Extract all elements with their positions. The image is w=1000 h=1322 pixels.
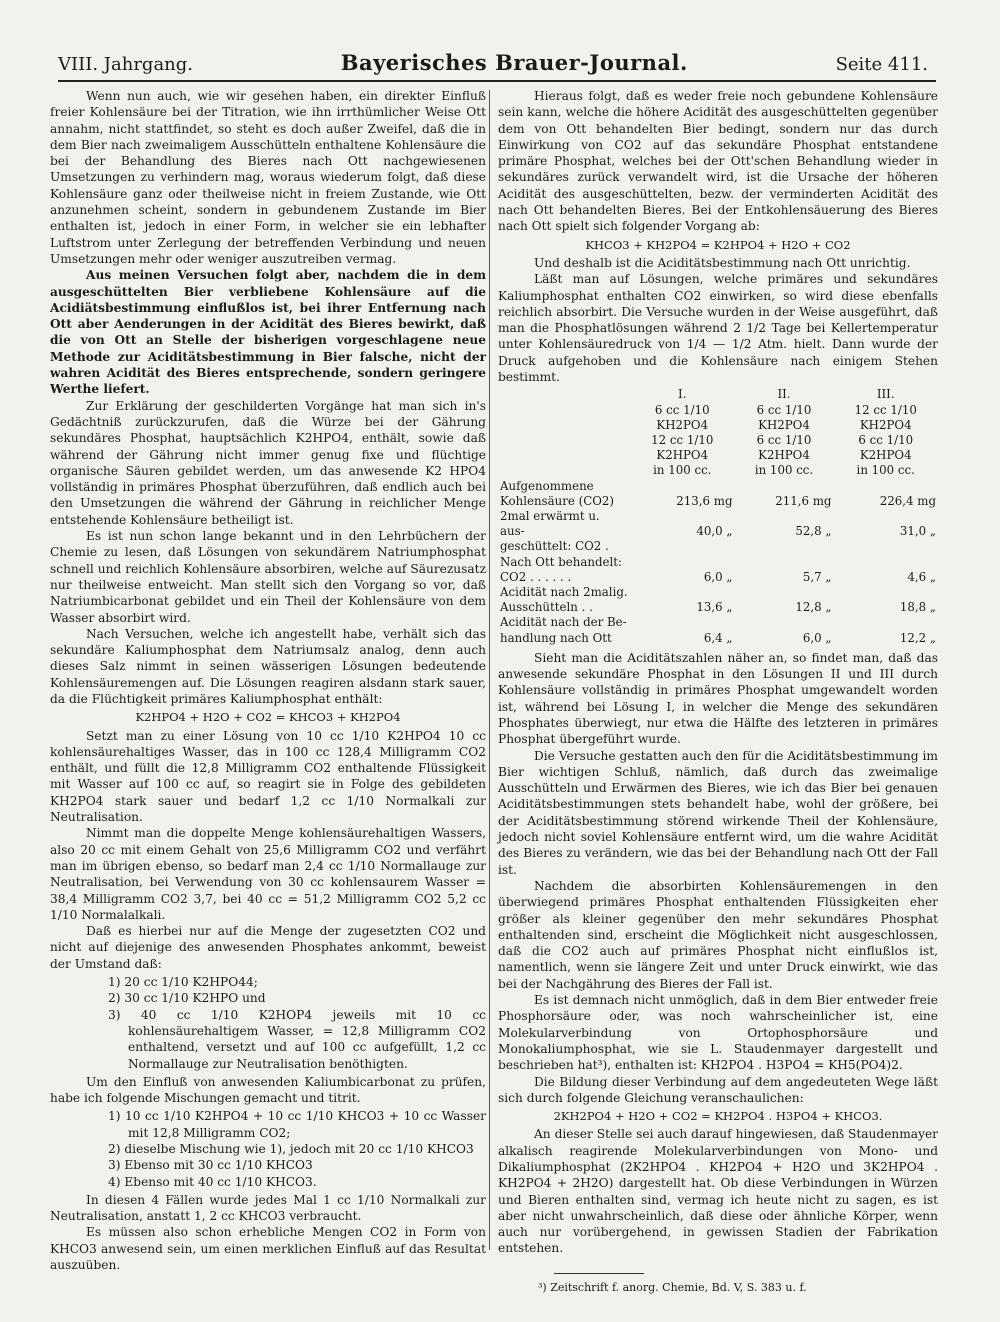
- table-cell: 12,2 „: [899, 630, 936, 645]
- paragraph: Um den Einfluß von anwesenden Kaliumbicarbonat zu prüfen, habe ich folgende Mischungen gemacht und titrit.: [50, 1074, 486, 1106]
- row-label: 2mal erwärmt u. aus- geschüttelt: CO2 .: [500, 508, 609, 554]
- table-cell: in 100 cc.: [653, 463, 712, 478]
- paragraph: Nachdem die absorbirten Kohlensäuremengen in den überwiegend primäres Phosphat enthaltenden Flüssigkeiten eher größer als kleiner gegenüber den mehr sekundäres Phosphat enthaltenden sind, erscheint die Möglichkeit nicht ausgeschlossen, daß die CO2 auch auf primäres Phosphat nicht einflußlos ist, namentlich, wenn sie längere Zeit und unter Druck einwirkt, wie das bei der Nachgährung des Bieres der Fall ist.: [498, 878, 938, 991]
- table-header: III.: [876, 387, 895, 402]
- paragraph: Es ist nun schon lange bekannt und in den Lehrbüchern der Chemie zu lesen, daß Lösungen von sekundärem Natriumphosphat schnell und reichlich Kohlensäure absorbiren, welche auf Säurezusatz nur theilweise entweicht. Man stellt sich den Vorgang so vor, daß Natriumbicarbonat gebildet und ein Theil der Kohlensäure von dem Wasser absorbirt wird.: [50, 529, 486, 625]
- table-row: [498, 403, 938, 433]
- table-cell: 226,4 mg: [879, 493, 936, 508]
- row-label: Acidität nach der Be- handlung nach Ott: [500, 615, 627, 645]
- table-cell: 31,0 „: [899, 524, 936, 539]
- table-cell: in 100 cc.: [856, 463, 915, 478]
- table-cell: in 100 cc.: [754, 463, 814, 478]
- table-cell: 4,6 „: [907, 569, 936, 584]
- paragraph: Die Versuche gestatten auch den für die Aciditätsbestimmung im Bier wichtigen Schluß, nämlich, daß durch das zweimalige Ausschütteln und Erwärmen des Bieres, wie ich das Bier bei genauen Aciditätsbestimmungen stets behandelt habe, wohl der größere, bei der Aciditätsbestimmung störend wirkende Theil der Kohlensäure, jedoch nicht soviel Kohlensäure entfernt wird, um die wahre Acidität des Bieres zu verändern, wie das bei der Behandlung nach Ott der Fall ist.: [498, 748, 938, 877]
- paragraph: Nimmt man die doppelte Menge kohlensäurehaltigen Wassers, also 20 cc mit einem Gehalt von 25,6 Milligramm CO2 und verfährt man im übrigen ebenso, so bedarf man 2,4 cc 1/10 Normallauge zur Neutralisation, bei Verwendung von 30 cc kohlensaurem Wasser = 38,4 Milligramm CO2 3,7, bei 40 cc = 51,2 Milligramm CO2 5,2 cc 1/10 Normalalkali.: [50, 826, 486, 922]
- row-label: Acidität nach 2malig. Ausschütteln . .: [500, 584, 628, 615]
- list-item: 4) Ebenso mit 40 cc 1/10 KHCO3.: [108, 1174, 317, 1189]
- table-row: [498, 615, 938, 645]
- list-item: 2) dieselbe Mischung wie 1), jedoch mit 20 cc 1/10 KHCO3: [108, 1142, 474, 1156]
- chemical-equation: KHCO3 + KH2PO4 = K2HPO4 + H2O + CO2: [585, 237, 851, 252]
- table-cell: 6,0 „: [703, 569, 733, 584]
- header-rule: [58, 80, 936, 82]
- paragraph: Daß es hierbei nur auf die Menge der zugesetzten CO2 und nicht auf diejenige des anwesenden Phosphates ankommt, beweist der Umstand daß:: [50, 924, 486, 971]
- paragraph: An dieser Stelle sei auch darauf hingewiesen, daß Staudenmayer alkalisch reagirende Molekularverbindungen von Mono- und Dikaliumphosphat (2K2HPO4 . KH2PO4 + H2O und 3K2HPO4 . KH2PO4 + 2H2O) dargestellt hat. Ob diese Verbindungen in Würzen und Bieren enthalten sind, vermag ich heute nicht zu sagen, es ist aber nicht unwahrscheinlich, daß diese oder ähnliche Körper, wenn auch nur vorübergehend, in gewissen Stadien der Fabrikation entstehen.: [498, 1127, 938, 1256]
- list-item: 3) Ebenso mit 30 cc 1/10 KHCO3: [108, 1158, 313, 1173]
- table-cell: 12,8 „: [795, 600, 832, 615]
- paragraph: Nach Versuchen, welche ich angestellt habe, verhält sich das sekundäre Kaliumphosphat dem Natriumsalz analog, denn auch dieses Salz nimmt in seinen wässerigen Lösungen bedeutende Kohlensäuremengen auf. Die Lösungen reagiren alsdann stark sauer, da die Flüchtigkeit primäres Kaliumphosphat enthält:: [50, 626, 486, 706]
- table-cell: 52,8 „: [795, 524, 832, 539]
- list-item: 3) 40 cc 1/10 K2HOP4 jeweils mit 10 cc kohlensäurehaltigem Wasser, = 12,8 Milligramm CO2 enthaltend, versetzt und auf 100 cc aufgefüllt, 1,2 cc Normallauge zur Neutralisation benöthigten.: [108, 1007, 486, 1071]
- journal-title: Bayerisches Brauer-Journal.: [340, 50, 688, 75]
- table-cell: 6 cc 1/10 K2HPO4: [756, 432, 812, 463]
- table-cell: 6 cc 1/10 KH2PO4: [654, 402, 710, 432]
- table-row: [498, 555, 938, 585]
- table-cell: 213,6 mg: [676, 493, 733, 508]
- paragraph: Die Bildung dieser Verbindung auf dem angedeuteten Wege läßt sich durch folgende Gleichung veranschaulichen:: [498, 1074, 938, 1105]
- paragraph: In diesen 4 Fällen wurde jedes Mal 1 cc 1/10 Normalkali zur Neutralisation, anstatt 1, 2 cc KHCO3 verbraucht.: [50, 1192, 486, 1224]
- table-row: [498, 479, 938, 509]
- row-label: Nach Ott behandelt: CO2 . . . . . .: [500, 554, 622, 584]
- experiment-list: [108, 974, 486, 1072]
- paragraph-conclusion: Aus meinen Versuchen folgt aber, nachdem die in dem ausgeschüttelten Bier verbliebene Kohlensäure auf die Acidiätsbestimmung einflußlos ist, bei ihrer Entfernung nach Ott aber Aenderungen in der Acidität des Bieres bewirkt, daß die von Ott an Stelle der bisherigen vorgeschlagene neue Methode zur Aciditätsbestimmung in Bier falsche, nicht der wahren Acidität des Bieres entsprechende, sondern geringere Werthe liefert.: [50, 268, 486, 397]
- table-header: I.: [678, 387, 687, 402]
- table-cell: 40,0 „: [696, 524, 733, 539]
- list-item: 2) 30 cc 1/10 K2HPO und: [108, 991, 266, 1006]
- paragraph: Setzt man zu einer Lösung von 10 cc 1/10 K2HPO4 10 cc kohlensäurehaltiges Wasser, das in 100 cc 128,4 Milligramm CO2 enthält, und füllt die 12,8 Milligramm CO2 enthaltende Flüssigkeit mit Wasser auf 100 cc auf, so reagirt sie in Folge des gebildeten KH2PO4 stark sauer und bedarf 1,2 cc 1/10 Normalkali zur Neutralisation.: [50, 728, 486, 825]
- table-cell: 5,7 „: [802, 569, 832, 584]
- table-row: [498, 463, 938, 478]
- list-item: 1) 10 cc 1/10 K2HPO4 + 10 cc 1/10 KHCO3 + 10 cc Wasser mit 12,8 Milligramm CO2;: [108, 1109, 486, 1140]
- paragraph: Es müssen also schon erhebliche Mengen CO2 in Form von KHCO3 anwesend sein, um einen merklichen Einfluß auf das Resultat auszuüben.: [50, 1225, 486, 1273]
- column-divider: [489, 90, 490, 1250]
- results-table: [498, 387, 938, 645]
- table-row: [498, 509, 938, 555]
- paragraph: Zur Erklärung der geschilderten Vorgänge hat man sich in's Gedächtniß zurückzurufen, daß die Würze bei der Gährung sekundäres Phosphat, hauptsächlich K2HPO4, enthält, sowie daß während der Gährung nicht immer genug fixe und flüchtige organische Säuren gebildet werden, um das anwesende K2 HPO4 vollständig in primäres Phosphat überzuführen, daß endlich auch bei den Umsetzungen die während der Gährung in reichlicher Menge entstehende Kohlensäure betheiligt ist.: [50, 398, 486, 527]
- table-cell: 13,6 „: [696, 600, 733, 615]
- left-column: [50, 88, 486, 1273]
- paragraph: Wenn nun auch, wie wir gesehen haben, ein direkter Einfluß freier Kohlensäure bei der Titration, wie ihn irrthümlicher Weise Ott annahm, nicht stattfindet, so steht es doch außer Zweifel, daß die in dem Bier nach zweimaligem Ausschütteln enthaltene Kohlensäure die bei der Behandlung des Bieres nach Ott nachgewiesenen Umsetzungen zu verhindern mag, woraus wiederum folgt, daß diese Kohlensäure ganz oder theilweise nicht in freiem Zustande, wie Ott anzunehmen scheint, sondern in gebundenem Zustande im Bier enthalten ist, jedoch in einer Form, in welcher sie ein lebhafter Luftstrom unter Zerlegung der betreffenden Verbindung und neuen Umsetzungen mehr oder weniger auszutreiben vermag.: [50, 89, 486, 266]
- table-cell: 6,0 „: [802, 630, 832, 645]
- table-row: [498, 585, 938, 615]
- table-header: II.: [777, 387, 791, 402]
- chemical-equation: 2KH2PO4 + H2O + CO2 = KH2PO4 . H3PO4 + KHCO3.: [553, 1109, 883, 1124]
- mixture-list: [108, 1108, 486, 1189]
- table-cell: 6 cc 1/10 KH2PO4: [756, 402, 812, 432]
- paragraph: Sieht man die Aciditätszahlen näher an, so findet man, daß das anwesende sekundäre Phosphat in den Lösungen II und III durch Kohlensäure vollständig in primäres Phosphat umgewandelt worden ist, während bei Lösung I, in welcher die Menge des sekundären Phosphates überwiegt, nur etwa die Hälfte des letzteren in primäres Phosphat übergeführt wurde.: [498, 650, 938, 747]
- page-number: Seite 411.: [835, 54, 928, 75]
- volume-label: VIII. Jahrgang.: [58, 54, 194, 75]
- right-column: [498, 88, 938, 1296]
- table-cell: 211,6 mg: [775, 493, 832, 508]
- table-row: [498, 433, 938, 463]
- paragraph: Läßt man auf Lösungen, welche primäres und sekundäres Kaliumphosphat enthalten CO2 einwirken, so wird diese ebenfalls reichlich absorbirt. Die Versuche wurden in der Weise ausgeführt, daß man die Phosphatlösungen während 2 1/2 Tage bei Kellertemperatur unter Kohlensäuredruck von 1/4 — 1/2 Atm. hielt. Dann wurde der Druck aufgehoben und die Kohlensäure nach einigem Stehen bestimmt.: [498, 272, 938, 385]
- list-item: 1) 20 cc 1/10 K2HPO44;: [108, 975, 258, 990]
- paragraph: Es ist demnach nicht unmöglich, daß in dem Bier entweder freie Phosphorsäure oder, was noch wahrscheinlicher ist, eine Molekularverbindung von Ortophosphorsäure und Monokaliumphosphat, wie sie L. Staudenmayer dargestellt und beschrieben hat³), enthalten ist: KH2PO4 . H3PO4 = KH5(PO4)2.: [498, 993, 938, 1073]
- paragraph: Und deshalb ist die Aciditätsbestimmung nach Ott unrichtig.: [534, 255, 911, 270]
- footnote-rule: [554, 1273, 644, 1274]
- table-cell: 6,4 „: [703, 630, 733, 645]
- chemical-equation: K2HPO4 + H2O + CO2 = KHCO3 + KH2PO4: [135, 710, 401, 725]
- table-cell: 12 cc 1/10 K2HPO4: [651, 432, 714, 463]
- table-header-row: [498, 387, 938, 402]
- row-label: Aufgenommene Kohlensäure (CO2): [500, 478, 615, 508]
- table-cell: 6 cc 1/10 K2HPO4: [858, 432, 914, 463]
- footnote: ³) Zeitschrift f. anorg. Chemie, Bd. V, S. 383 u. f.: [538, 1280, 807, 1294]
- page-header: [58, 50, 928, 78]
- table-cell: 18,8 „: [899, 600, 936, 615]
- paragraph: Hieraus folgt, daß es weder freie noch gebundene Kohlensäure sein kann, welche die höhere Acidität des ausgeschüttelten gegenüber dem von Ott behandelten Bier bedingt, sondern nur das durch Einwirkung von CO2 auf das sekundäre Phosphat entstandene primäre Phosphat, welches bei der Ott'schen Behandlung wieder in sekundäres zurück verwandelt wird, ist die Ursache der höheren Acidität des ausgeschüttelten, bezw. der verminderten Acidität des nach Ott behandelten Bieres. Bei der Entkohlensäuerung des Bieres nach Ott spielt sich folgender Vorgang ab:: [498, 89, 938, 234]
- table-cell: 12 cc 1/10 KH2PO4: [854, 402, 917, 432]
